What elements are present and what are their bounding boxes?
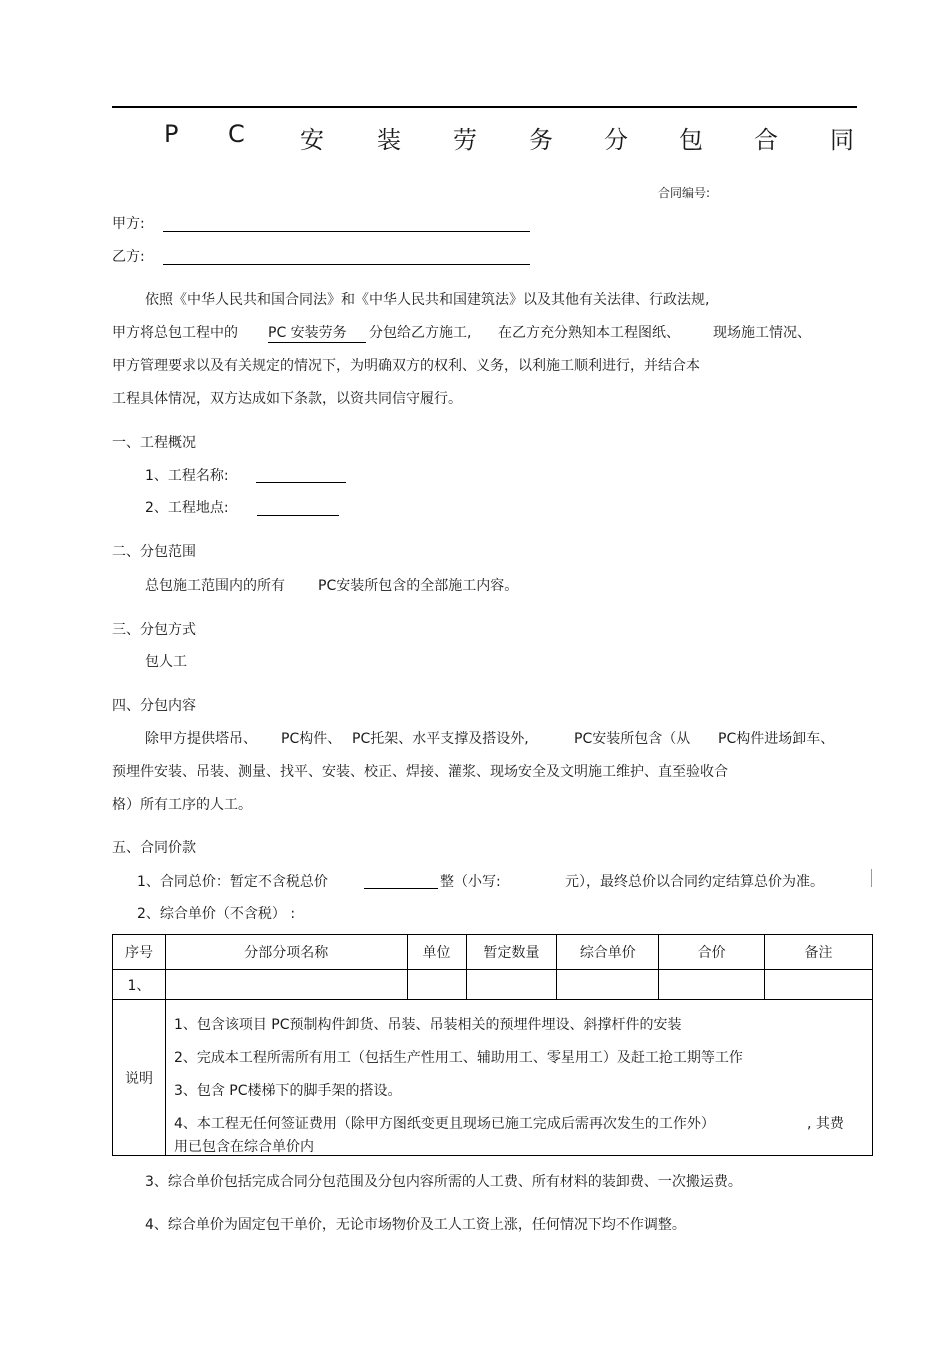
section-1-heading: 一、工程概况 (112, 435, 196, 451)
section-5-heading: 五、合同价款 (112, 840, 196, 856)
intro-line-2c: 分包给乙方施工, (369, 325, 472, 341)
title-char: 劳 (453, 126, 477, 154)
unit-price-label: 2、综合单价（不含税） : (137, 906, 296, 922)
party-a-field[interactable] (163, 230, 530, 232)
table-header-cell: 分部分项名称 (165, 935, 407, 970)
note-line: 3、包含 PC楼梯下的脚手架的搭设。 (173, 1083, 402, 1099)
subtotal-cell[interactable] (659, 970, 765, 1000)
section-4-heading: 四、分包内容 (112, 698, 196, 714)
intro-line-2a: 甲方将总包工程中的 (112, 325, 238, 341)
section-4-line-1b: PC构件、 (281, 731, 342, 747)
total-price-label: 1、合同总价：暂定不含税总价 (137, 874, 328, 890)
title-char: 务 (529, 126, 553, 154)
notes-label-cell: 说明 (113, 1000, 166, 1156)
section-4-line-1d: PC安装所包含（从 (574, 731, 691, 747)
note-line: 用已包含在综合单价内 (173, 1139, 314, 1155)
title-char: 分 (604, 126, 628, 154)
remark-cell[interactable] (765, 970, 873, 1000)
note-line: 2、完成本工程所需所有用工（包括生产性用工、辅助用工、零星用工）及赶工抢工期等工作 (173, 1050, 743, 1066)
table-header-cell: 合价 (659, 935, 765, 970)
total-price-text-b: 整（小写: (440, 874, 501, 890)
table-header-cell: 备注 (765, 935, 873, 970)
section-3-text: 包人工 (145, 654, 187, 670)
project-location-label: 2、工程地点: (145, 500, 229, 516)
section-4-line-2: 预埋件安装、吊装、测量、找平、安装、校正、焊接、灌浆、现场安全及文明施工维护、直至验收合 (112, 764, 728, 780)
section-4-line-1e: PC构件进场卸车、 (718, 731, 835, 747)
party-b-field[interactable] (163, 263, 530, 265)
unit-price-cell[interactable] (557, 970, 659, 1000)
section-4-line-1c: PC托架、水平支撑及搭设外, (352, 731, 529, 747)
project-name-field[interactable] (256, 481, 346, 483)
party-a-label: 甲方: (112, 216, 145, 232)
price-table (112, 934, 873, 1156)
table-header-row (113, 935, 873, 970)
table-header-cell: 序号 (113, 935, 166, 970)
unit-cell[interactable] (407, 970, 466, 1000)
note-line: 4、本工程无任何签证费用（除甲方图纸变更且现场已施工完成后需再次发生的工作外） (173, 1116, 715, 1132)
notes-cell (165, 1000, 872, 1156)
row-number-cell: 1、 (113, 970, 166, 1000)
title-char: C (228, 120, 245, 148)
margin-mark (871, 869, 872, 887)
table-header-cell: 综合单价 (557, 935, 659, 970)
project-name-label: 1、工程名称: (145, 468, 229, 484)
intro-line-1: 依照《中华人民共和国合同法》和《中华人民共和国建筑法》以及其他有关法律、行政法规, (145, 292, 710, 308)
note-line-tail: , 其费 (806, 1116, 844, 1132)
party-b-label: 乙方: (112, 249, 145, 265)
section-2-text-a: 总包施工范围内的所有 (145, 578, 285, 594)
title-char: 同 (830, 126, 854, 154)
total-price-text-c: 元），最终总价以合同约定结算总价为准。 (565, 874, 824, 890)
project-location-field[interactable] (257, 514, 339, 516)
intro-line-2b: PC 安装劳务 (268, 322, 366, 343)
note-line: 1、包含该项目 PC预制构件卸货、吊装、吊装相关的预埋件埋设、斜撑杆件的安装 (173, 1017, 682, 1033)
table-header-cell: 单位 (407, 935, 466, 970)
quantity-cell[interactable] (466, 970, 557, 1000)
section-4-line-3: 格）所有工序的人工。 (112, 797, 252, 813)
contract-number-label: 合同编号: (658, 186, 711, 200)
section-3-heading: 三、分包方式 (112, 622, 196, 638)
intro-line-2d: 在乙方充分熟知本工程图纸、 (498, 325, 680, 341)
title-char: P (164, 120, 179, 148)
section-4-line-1a: 除甲方提供塔吊、 (145, 731, 257, 747)
clause-3: 3、综合单价包括完成合同分包范围及分包内容所需的人工费、所有材料的装卸费、一次搬运费。 (145, 1174, 742, 1190)
intro-line-4: 工程具体情况，双方达成如下条款，以资共同信守履行。 (112, 391, 462, 407)
item-name-cell[interactable] (165, 970, 407, 1000)
notes-row (113, 1000, 873, 1156)
section-2-heading: 二、分包范围 (112, 544, 196, 560)
title-char: 包 (679, 126, 703, 154)
table-row (113, 970, 873, 1000)
clause-4: 4、综合单价为固定包干单价，无论市场物价及工人工资上涨，任何情况下均不作调整。 (145, 1217, 686, 1233)
title-char: 合 (754, 126, 778, 154)
section-2-text-b: PC安装所包含的全部施工内容。 (318, 578, 519, 594)
top-rule (112, 106, 857, 108)
table-header-cell: 暂定数量 (466, 935, 557, 970)
title-char: 装 (377, 126, 401, 154)
title-char: 安 (300, 126, 324, 154)
intro-line-3: 甲方管理要求以及有关规定的情况下，为明确双方的权利、义务，以利施工顺利进行，并结合本 (112, 358, 700, 374)
intro-line-2e: 现场施工情况、 (713, 325, 811, 341)
total-price-field[interactable] (364, 887, 438, 889)
